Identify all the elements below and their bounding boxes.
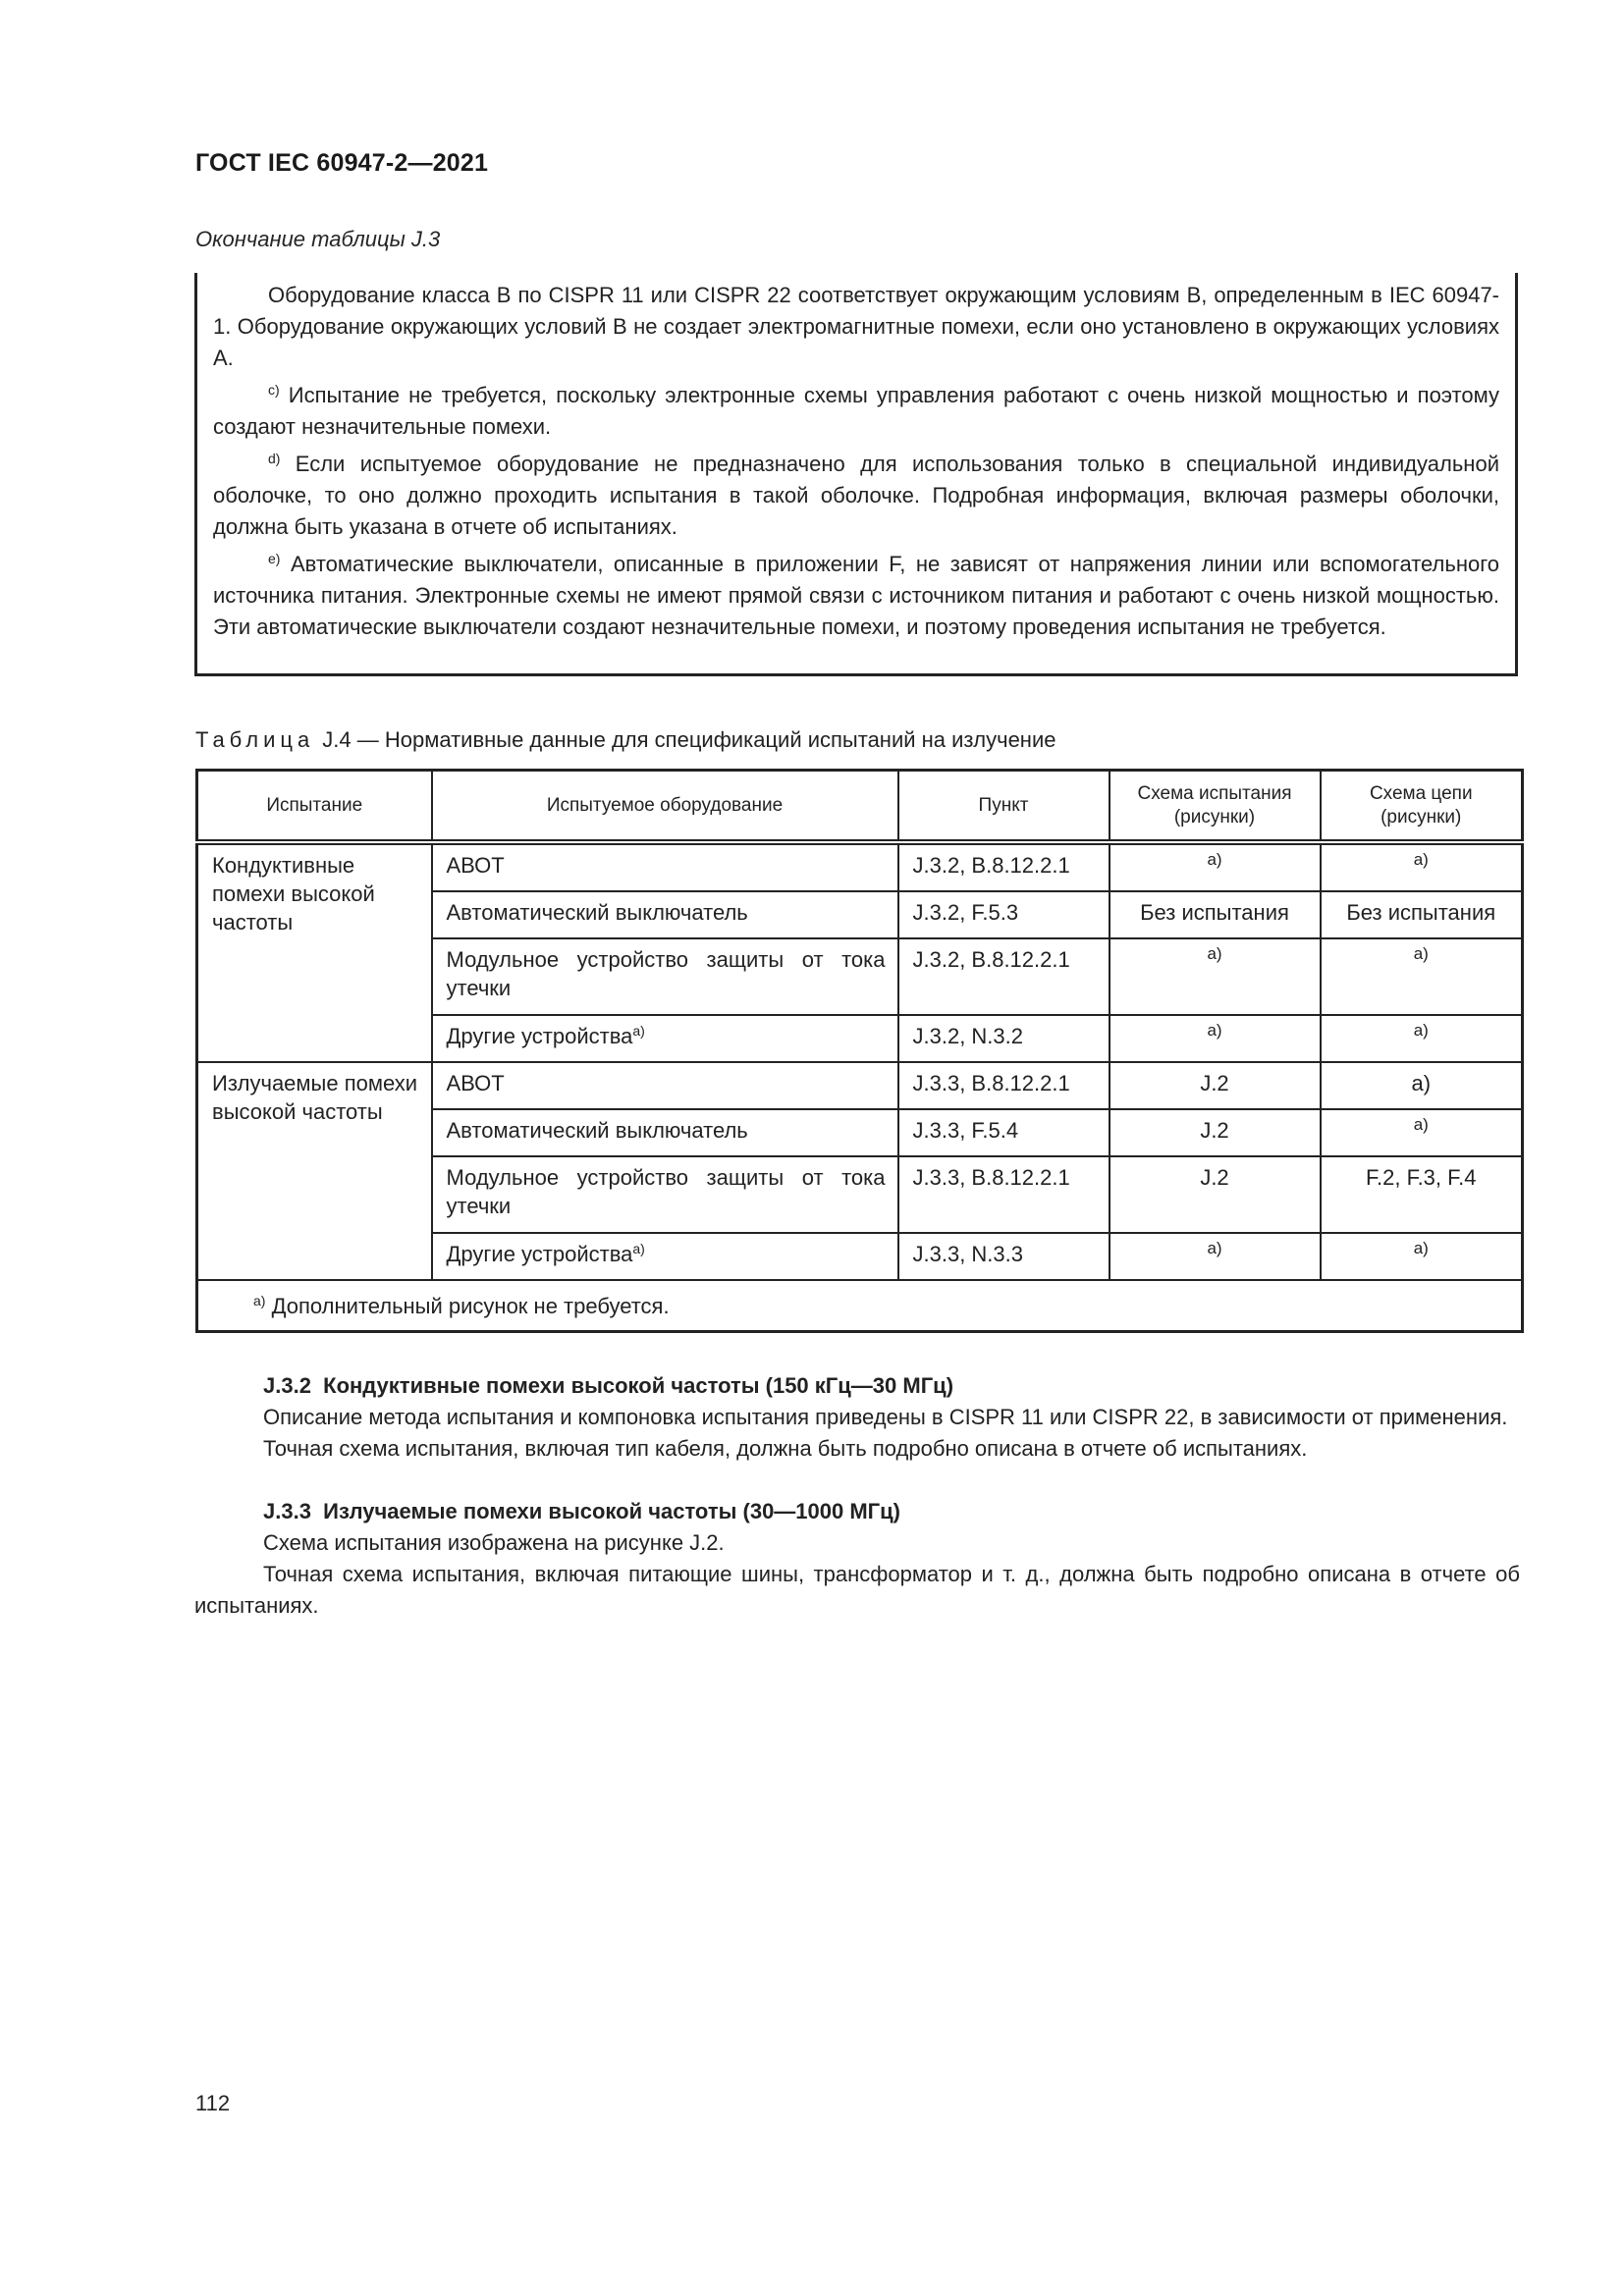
- table-row: [197, 842, 1523, 891]
- section-j-3-3: [194, 1496, 1520, 1622]
- circuit-scheme-cell: a): [1321, 1015, 1523, 1062]
- equipment-cell: [432, 1233, 898, 1280]
- footnote-mark: e): [268, 551, 281, 566]
- clause-cell: J.3.3, F.5.4: [898, 1109, 1110, 1156]
- equipment-cell: Автоматический выключатель: [432, 891, 898, 938]
- circuit-scheme-cell: a): [1321, 1062, 1523, 1109]
- section-paragraph: Точная схема испытания, включая питающие шины, трансформатор и т. д., должна быть подробно описана в отчете об испытаниях.: [194, 1562, 1520, 1618]
- note-text: Оборудование класса B по CISPR 11 или CISPR 22 соответствует окружающим условиям B, определенным в IEC 60947-1. Оборудование окружающих условий B не создает электромагнитные помехи, если оно установлено в окружающих условиях A.: [213, 283, 1499, 370]
- test-scheme-cell: J.2: [1110, 1062, 1321, 1109]
- emission-test-table: [195, 769, 1524, 1333]
- circuit-scheme-cell: a): [1321, 1233, 1523, 1280]
- circuit-scheme-cell: a): [1321, 1109, 1523, 1156]
- clause-cell: J.3.3, N.3.3: [898, 1233, 1110, 1280]
- column-header: Пункт: [898, 771, 1110, 843]
- caption-text: J.4 — Нормативные данные для спецификаций испытаний на излучение: [322, 727, 1056, 752]
- document-title: ГОСТ IEC 60947-2—2021: [195, 149, 489, 177]
- circuit-scheme-cell: F.2, F.3, F.4: [1321, 1156, 1523, 1233]
- test-scheme-cell: a): [1110, 1233, 1321, 1280]
- circuit-scheme-cell: Без испытания: [1321, 891, 1523, 938]
- test-scheme-cell: J.2: [1110, 1109, 1321, 1156]
- column-header: Испытуемое оборудование: [432, 771, 898, 843]
- table-footnote-row: [197, 1280, 1523, 1332]
- section-paragraph: Описание метода испытания и компоновка испытания приведены в CISPR 11 или CISPR 22, в зависимости от применения.: [263, 1405, 1508, 1429]
- note-text: Если испытуемое оборудование не предназначено для использования только в специальной индивидуальной оболочке, то оно должно проходить испытания в такой оболочке. Подробная информация, включая размеры оболочки, должна быть указана в отчете об испытаниях.: [213, 452, 1499, 539]
- column-header: Схема цепи (рисунки): [1321, 771, 1523, 843]
- table-row: [197, 1062, 1523, 1109]
- column-header: Схема испытания (рисунки): [1110, 771, 1321, 843]
- equipment-cell: [432, 1015, 898, 1062]
- table-caption: [195, 727, 1056, 753]
- note-text: Испытание не требуется, поскольку электронные схемы управления работают с очень низкой мощностью и поэтому создают незначительные помехи.: [213, 383, 1499, 439]
- table-continuation-label: Окончание таблицы J.3: [195, 227, 441, 251]
- footnote-mark: d): [268, 451, 281, 466]
- page-number: 112: [195, 2091, 231, 2115]
- clause-cell: J.3.3, B.8.12.2.1: [898, 1156, 1110, 1233]
- test-type-cell: Излучаемые помехи высокой частоты: [197, 1062, 432, 1280]
- footnote-mark: c): [268, 382, 280, 398]
- footnote-ref: a): [632, 1023, 645, 1039]
- column-header: Испытание: [197, 771, 432, 843]
- section-paragraph: Точная схема испытания, включая тип кабеля, должна быть подробно описана в отчете об испытаниях.: [263, 1436, 1308, 1461]
- footnote-text: Дополнительный рисунок не требуется.: [271, 1293, 670, 1318]
- note-text: Автоматические выключатели, описанные в приложении F, не зависят от напряжения линии или вспомогательного источника питания. Электронные схемы не имеют прямой связи с источником питания и работают с очень низкой мощностью. Эти автоматические выключатели создают незначительные помехи, и поэтому проведения испытания не требуется.: [213, 552, 1499, 639]
- equipment-cell: Модульное устройство защиты от тока утечки: [432, 938, 898, 1015]
- section-j-3-2: [194, 1370, 1520, 1465]
- table-footnote: [197, 1280, 1523, 1332]
- caption-label: Таблица: [195, 727, 315, 752]
- note-d: [213, 449, 1499, 543]
- circuit-scheme-cell: a): [1321, 938, 1523, 1015]
- section-paragraph: Схема испытания изображена на рисунке J.2.: [263, 1530, 725, 1555]
- test-scheme-cell: Без испытания: [1110, 891, 1321, 938]
- test-scheme-cell: J.2: [1110, 1156, 1321, 1233]
- equipment-name: Другие устройства: [446, 1024, 633, 1048]
- section-heading: J.3.3 Излучаемые помехи высокой частоты (30—1000 МГц): [263, 1499, 900, 1523]
- equipment-cell: АВОТ: [432, 842, 898, 891]
- clause-cell: J.3.3, B.8.12.2.1: [898, 1062, 1110, 1109]
- equipment-name: Другие устройства: [446, 1242, 633, 1266]
- test-scheme-cell: a): [1110, 938, 1321, 1015]
- clause-cell: J.3.2, B.8.12.2.1: [898, 938, 1110, 1015]
- circuit-scheme-cell: a): [1321, 842, 1523, 891]
- note-c: [213, 380, 1499, 443]
- clause-cell: J.3.2, B.8.12.2.1: [898, 842, 1110, 891]
- test-scheme-cell: a): [1110, 842, 1321, 891]
- table-header-row: [197, 771, 1523, 843]
- table-j3-notes: [194, 273, 1518, 676]
- note-paragraph: [213, 280, 1499, 374]
- test-scheme-cell: a): [1110, 1015, 1321, 1062]
- equipment-cell: Модульное устройство защиты от тока утечки: [432, 1156, 898, 1233]
- clause-cell: J.3.2, F.5.3: [898, 891, 1110, 938]
- note-e: [213, 549, 1499, 643]
- footnote-mark: a): [253, 1292, 266, 1308]
- footnote-ref: a): [632, 1241, 645, 1256]
- equipment-cell: Автоматический выключатель: [432, 1109, 898, 1156]
- test-type-cell: Кондуктивные помехи высокой частоты: [197, 842, 432, 1062]
- section-heading: J.3.2 Кондуктивные помехи высокой частоты (150 кГц—30 МГц): [263, 1373, 954, 1398]
- clause-cell: J.3.2, N.3.2: [898, 1015, 1110, 1062]
- equipment-cell: АВОТ: [432, 1062, 898, 1109]
